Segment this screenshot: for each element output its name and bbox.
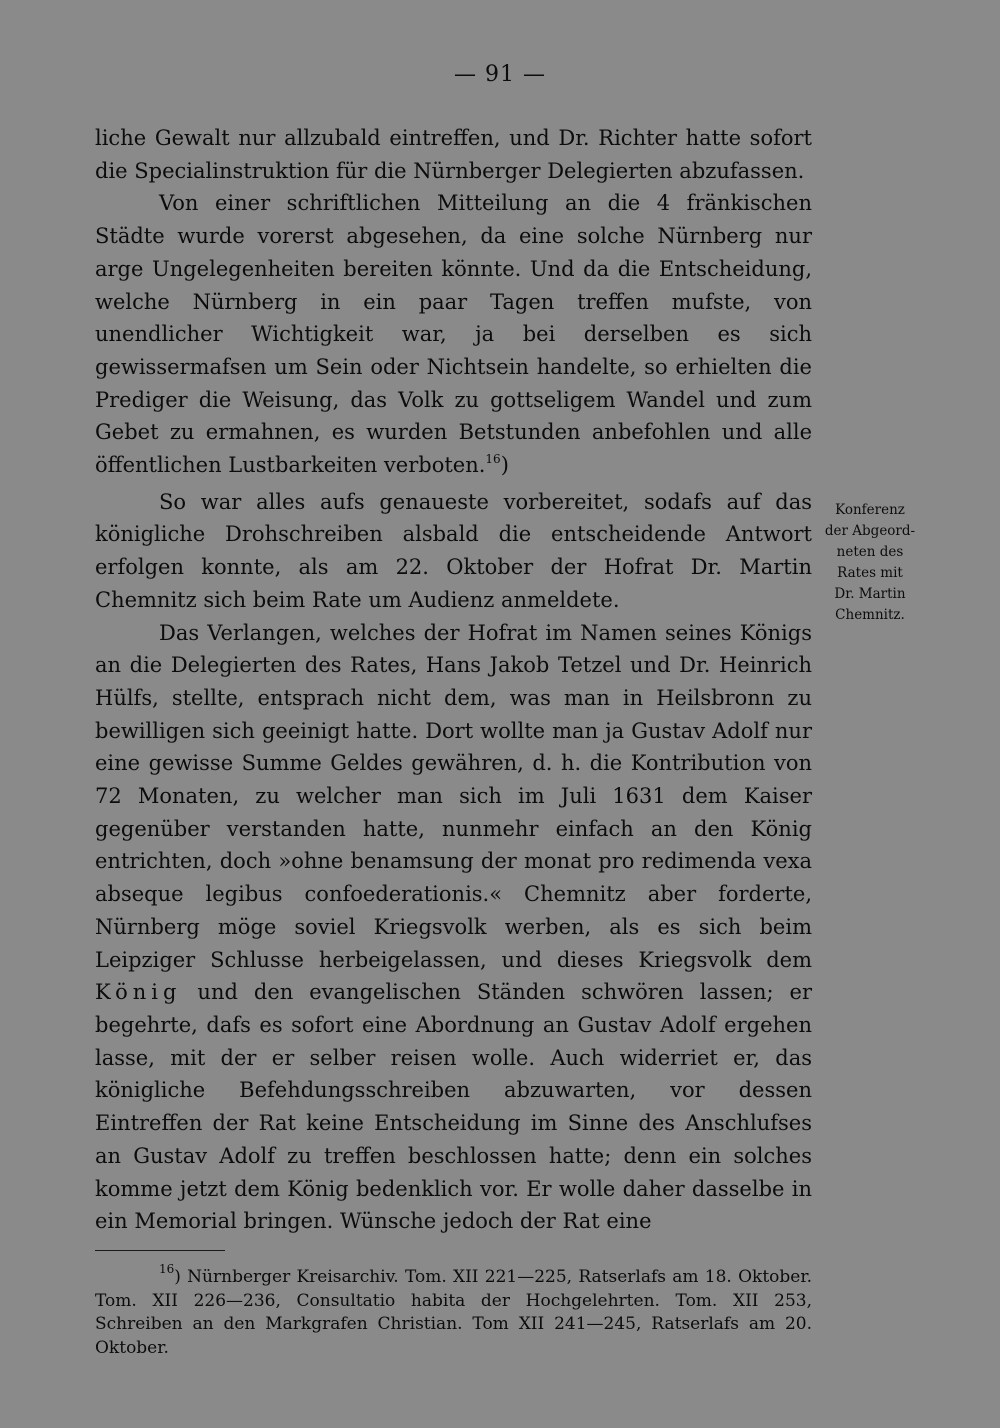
paragraph-vorbereitet: So war alles aufs genaueste vorbereitet, sodafs auf das königliche Drohschreiben alsbald die entscheidende Antwort erfolgen konnte, als am 22. Oktober der Hofrat Dr. Martin Chemnitz sich beim Rate um Audienz anmeldete. — [95, 489, 812, 612]
margin-note-line: neten des — [836, 544, 904, 560]
paragraph-verlangen — [95, 617, 812, 1238]
footnote-divider — [95, 1250, 225, 1251]
main-text — [95, 122, 812, 1238]
footnote-number: 16 — [159, 1262, 175, 1276]
page-number: — 91 — — [454, 62, 546, 87]
paragraph-verlangen-part1: Das Verlangen, welches der Hofrat im Namen seines Königs an die Delegierten des Rates, Hans Jakob Tetzel und Dr. Heinrich Hülfs, stellte, entsprach nicht dem, was man in Heilsbronn zu bewilligen sich geeinigt hatte. Dort wollte man ja Gustav Adolf nur eine gewisse Summe Geldes gewähren, d. h. die Kontribution von 72 Monaten, zu welcher man sich im Juli 1631 dem Kaiser gegenüber verstanden hatte, nunmehr einfach an den König entrichten, doch »ohne benamsung der monat pro redimenda vexa abseque legibus confoederationis.« Chemnitz aber forderte, Nürnberg möge soviel Kriegsvolk werben, als es sich beim Leipziger Schlusse herbeigelassen, und dieses Kriegsvolk dem — [95, 620, 812, 972]
paragraph-continuation: liche Gewalt nur allzubald eintreffen, und Dr. Richter hatte sofort die Specialinstruktion für die Nürnberger Delegierten abzufassen. — [95, 126, 812, 183]
paragraph-verlangen-part2: und den evangelischen Ständen schwören lassen; er begehrte, dafs es sofort eine Abordnung an Gustav Adolf ergehen lasse, mit der er selber reisen wolle. Auch widerriet er, das königliche Befehdungsschreiben abzuwarten, vor dessen Eintreffen der Rat keine Entscheidung im Sinne des Anschlufses an Gustav Adolf zu treffen beschlossen hatte; denn ein solches komme jetzt dem König bedenklich vor. Er wolle daher dasselbe in ein Memorial bringen. Wünsche jedoch der Rat eine — [95, 980, 812, 1234]
margin-note-line: Chemnitz. — [835, 607, 905, 623]
margin-note-line: Konferenz — [835, 502, 905, 518]
margin-note-line: Dr. Martin — [834, 586, 906, 602]
footnote-16 — [95, 1262, 812, 1360]
paragraph-mitteilung-text: Von einer schriftlichen Mitteilung an die 4 fränkischen Städte wurde vorerst abgesehen, da eine solche Nürnberg nur arge Ungelegenheiten bereiten könnte. Und da die Entscheidung, welche Nürnberg in ein paar Tagen treffen mufste, von unendlicher Wichtigkeit war, ja bei derselben es sich gewissermafsen um Sein oder Nichtsein handelte, so erhielten die Prediger die Weisung, das Volk zu gottseligem Wandel und zum Gebet zu ermahnen, es wurden Betstunden anbefohlen und alle öffentlichen Lustbarkeiten verboten. — [95, 191, 812, 478]
footnote-ref-close: ) — [500, 453, 509, 478]
paragraph-mitteilung — [95, 187, 812, 481]
footnotes — [95, 1262, 812, 1360]
footnote-text: ) Nürnberger Kreisarchiv. Tom. XII 221—225, Ratserlafs am 18. Oktober. Tom. XII 226—236, Consultatio habita der Hochgelehrten. Tom. XII 253, Schreiben an den Markgrafen Christian. Tom XII 241—245, Ratserlafs am 20. Oktober. — [95, 1267, 812, 1358]
margin-note-line: Rates mit — [837, 565, 903, 581]
margin-note — [815, 500, 925, 626]
margin-note-line: der Abgeord- — [824, 523, 916, 539]
spaced-word-koenig: König — [95, 980, 182, 1005]
footnote-ref-16: 16 — [485, 452, 501, 467]
